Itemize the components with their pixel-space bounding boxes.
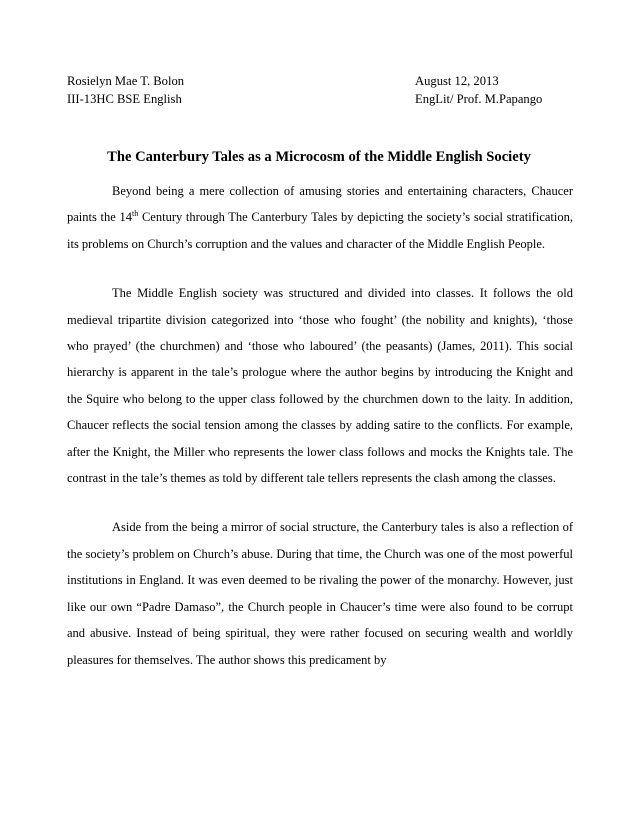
paragraph-1-text-end: Century through The Canterbury Tales by depicting the society’s social stratification, its problems on Church’s corruption and the values and character of the Middle English People. xyxy=(67,210,573,251)
header-left xyxy=(67,72,184,108)
paragraph-2: The Middle English society was structured and divided into classes. It follows the old medieval tripartite division categorized into ‘those who fought’ (the nobility and knights), ‘those who prayed’ (the churchmen) and ‘those who laboured’ (the peasants) (James, 2011). This social hierarchy is apparent in the tale’s prologue where the author begins by introducing the Knight and the Squire who belong to the upper class followed by the churchmen down to the laity. In addition, Chaucer reflects the social tension among the classes by adding satire to the conflicts. For example, after the Knight, the Miller who represents the lower class follows and mocks the Knights tale. The contrast in the tale’s themes as told by different tale tellers represents the clash among the classes. xyxy=(67,286,573,486)
author-name: Rosielyn Mae T. Bolon xyxy=(67,74,185,88)
paragraph-1-text-start: Beyond being a mere collection of amusing stories and entertaining characters, Chaucer paints the 14 xyxy=(67,184,573,225)
course-section: III-13HC BSE English xyxy=(67,92,182,106)
essay-title: The Canterbury Tales as a Microcosm of the Middle English Society xyxy=(107,149,531,165)
header-right xyxy=(415,72,542,108)
subject-professor: EngLit/ Prof. M.Papango xyxy=(415,92,543,106)
paragraph-3: Aside from the being a mirror of social structure, the Canterbury tales is also a reflection of the society’s problem on Church’s abuse. During that time, the Church was one of the most powerful institutions in England. It was even deemed to be rivaling the power of the monarchy. However, just like our own “Padre Damaso”, the Church people in Chaucer’s time were also found to be corrupt and abusive. Instead of being spiritual, they were rather focused on securing wealth and worldly pleasures for themselves. The author shows this predicament by xyxy=(67,520,573,667)
document-date: August 12, 2013 xyxy=(415,74,499,88)
ordinal-superscript: th xyxy=(132,209,139,219)
paragraph-1 xyxy=(67,178,573,257)
essay-body xyxy=(67,178,573,696)
